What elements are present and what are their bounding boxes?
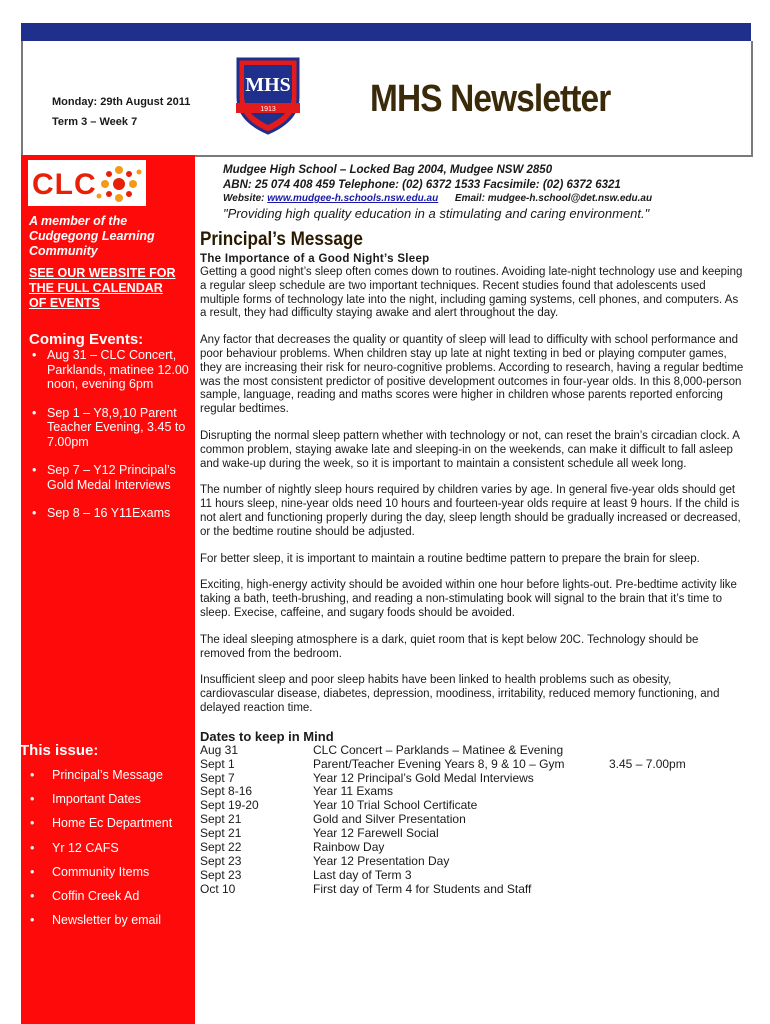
table-row [200, 799, 686, 813]
date-cell: Sept 1 [200, 756, 235, 771]
table-row [200, 855, 686, 869]
event-cell: CLC Concert – Parklands – Matinee & Evening [313, 742, 564, 757]
issue-item: • Home Ec Department [29, 816, 194, 840]
time-cell [609, 883, 686, 897]
date-cell: Sept 21 [200, 826, 242, 841]
time-cell [609, 813, 686, 827]
article-subtitle: The Importance of a Good Night’s Sleep [200, 253, 430, 265]
event-item: • Sep 8 – 16 Y11Exams [29, 506, 189, 521]
website-label: Website: [223, 193, 265, 204]
event-item: • Aug 31 – CLC Concert, Parklands, matinee 12.00 noon, evening 6pm [29, 348, 189, 392]
table-row [200, 827, 686, 841]
this-issue-heading: This issue: [20, 742, 99, 759]
issue-item: • Coffin Creek Ad [29, 889, 194, 913]
table-row [200, 744, 686, 758]
article-paragraph: For better sleep, it is important to maintain a routine bedtime pattern to prepare the brain for sleep. [200, 552, 700, 565]
table-row [200, 841, 686, 855]
article-paragraph: Insufficient sleep and poor sleep habits have been linked to health problems such as obesity, cardiovascular disease, diabetes, depression, moodiness, irritability, reduced memory functioning, and delayed reaction time. [200, 674, 720, 714]
clc-logo-text: CLC [32, 168, 97, 201]
table-row [200, 883, 686, 897]
coming-events-heading: Coming Events: [29, 331, 144, 348]
date-cell: Aug 31 [200, 742, 239, 757]
time-cell [609, 772, 686, 786]
date-cell: Sept 23 [200, 867, 242, 882]
table-row [200, 772, 686, 786]
event-item: • Sep 1 – Y8,9,10 Parent Teacher Evening, 3.45 to 7.00pm [29, 406, 189, 450]
issue-item: • Principal’s Message [29, 768, 194, 792]
time-cell [609, 799, 686, 813]
article-paragraph: Disrupting the normal sleep pattern whether with technology or not, can reset the brain’s circadian clock. A common problem, staying awake late and sleeping-in on the weekends, can make it difficult to fall asleep and wake-up during the week, so it is important to maintain a consistent schedule all week long. [200, 429, 740, 470]
dates-heading: Dates to keep in Mind [200, 728, 334, 744]
event-cell: Year 12 Presentation Day [313, 853, 450, 868]
email-label: Email: [454, 193, 485, 204]
event-cell: Year 12 Principal’s Gold Medal Interviews [313, 770, 534, 785]
time-cell [609, 744, 686, 758]
time-cell [609, 841, 686, 855]
school-motto: "Providing high quality education in a stimulating and caring environment." [223, 206, 650, 221]
time-cell: 3.45 – 7.00pm [609, 756, 686, 771]
clc-logo [28, 160, 146, 206]
date-cell: Oct 10 [200, 881, 236, 896]
date-cell: Sept 21 [200, 812, 242, 827]
issue-date: Monday: 29th August 2011 [52, 96, 191, 108]
issue-item: • Newsletter by email [29, 913, 194, 937]
event-item: • Sep 7 – Y12 Principal’s Gold Medal Interviews [29, 463, 189, 492]
event-cell: Gold and Silver Presentation [313, 812, 466, 827]
principal-message-heading: Principal’s Message [200, 229, 363, 250]
email-address[interactable]: mudgee-h.school@det.nsw.edu.au [487, 193, 653, 204]
logo-lettering: MHS [245, 74, 291, 96]
school-web-email [223, 192, 652, 207]
newsletter-title: MHS Newsletter [370, 78, 611, 120]
event-cell: Last day of Term 3 [313, 867, 412, 882]
time-cell [609, 785, 686, 799]
event-cell: Year 12 Farewell Social [313, 826, 439, 841]
table-row [200, 758, 686, 772]
school-phone-fax: ABN: 25 074 408 459 Telephone: (02) 6372 1533 Facsimile: (02) 6372 6321 [223, 178, 621, 191]
date-cell: Sept 19-20 [200, 798, 259, 813]
article-paragraph: Getting a good night’s sleep often comes down to routines. Avoiding late-night technology use and keeping a regular sleep schedule are two important techniques. Recent studies found that adolescents used multiple forms of technology late into the night, including gaming systems, cell phones, and computers. As a result, they had difficulty staying awake and alert throughout the day. [200, 266, 743, 320]
event-cell: Year 10 Trial School Certificate [313, 798, 478, 813]
issue-term: Term 3 – Week 7 [52, 116, 138, 128]
table-row [200, 785, 686, 799]
school-crest-logo [232, 55, 304, 135]
date-cell: Sept 8-16 [200, 784, 253, 799]
contact-block [223, 163, 652, 207]
logo-year: 1913 [260, 106, 276, 113]
time-cell [609, 855, 686, 869]
article-paragraph: Any factor that decreases the quality or quantity of sleep will lead to difficulty with school performance and poor behaviour problems. When children stay up late at night texting in bed or playing computer games, they are increasing their risk for neuro-cognitive problems. According to research, having a regular bedtime was the most consistent predictor of positive development outcomes in four-year olds. In this 8,000-person sample, language, reading and maths scores were higher in children whose parents reported enforcing regular bedtimes. [200, 334, 744, 416]
website-link[interactable]: www.mudgee-h.schools.nsw.edu.au [267, 193, 439, 204]
event-cell: Rainbow Day [313, 840, 385, 855]
school-address: Mudgee High School – Locked Bag 2004, Mudgee NSW 2850 [223, 164, 553, 176]
date-cell: Sept 22 [200, 840, 242, 855]
main-content [200, 228, 746, 897]
issue-item: • Yr 12 CAFS [29, 841, 194, 865]
time-cell [609, 827, 686, 841]
member-statement: A member of the Cudgegong Learning Community [29, 214, 155, 258]
event-cell: Parent/Teacher Evening Years 8, 9 & 10 – Gym [313, 756, 565, 771]
article-paragraph: The ideal sleeping atmosphere is a dark, quiet room that is kept below 20C. Technology should be removed from the bedroom. [200, 633, 699, 660]
time-cell [609, 869, 686, 883]
clc-sun-icon [94, 162, 144, 206]
issue-item: • Important Dates [29, 792, 194, 816]
event-cell: Year 11 Exams [313, 784, 394, 799]
dates-table [200, 744, 686, 897]
top-banner-bar [21, 23, 751, 41]
coming-events-list [29, 348, 189, 535]
article-paragraph: Exciting, high-energy activity should be avoided within one hour before lights-out. Pre-bedtime activity like taking a bath, teeth-brushing, and reading a non-stimulating book will signal to the brain that it’s time to sleep. Execise, caffeine, and sugary foods should be avoided. [200, 579, 737, 619]
event-cell: First day of Term 4 for Students and Staff [313, 881, 532, 896]
date-cell: Sept 7 [200, 770, 235, 785]
issue-item: • Community Items [29, 865, 194, 889]
table-row [200, 869, 686, 883]
date-cell: Sept 23 [200, 853, 242, 868]
table-row [200, 813, 686, 827]
this-issue-list [29, 768, 194, 937]
article-paragraph: The number of nightly sleep hours required by children varies by age. In general five-year olds should get 11 hours sleep, nine-year olds need 10 hours and fourteen-year olds require at least 9 hours. If the child is not alert and functioning properly during the day, sleep length should be gradually increased or decreased, or the bedtime routine should be adjusted. [200, 484, 741, 538]
calendar-website-link[interactable]: SEE OUR WEBSITE FOR THE FULL CALENDAR OF EVENTS [29, 266, 176, 310]
